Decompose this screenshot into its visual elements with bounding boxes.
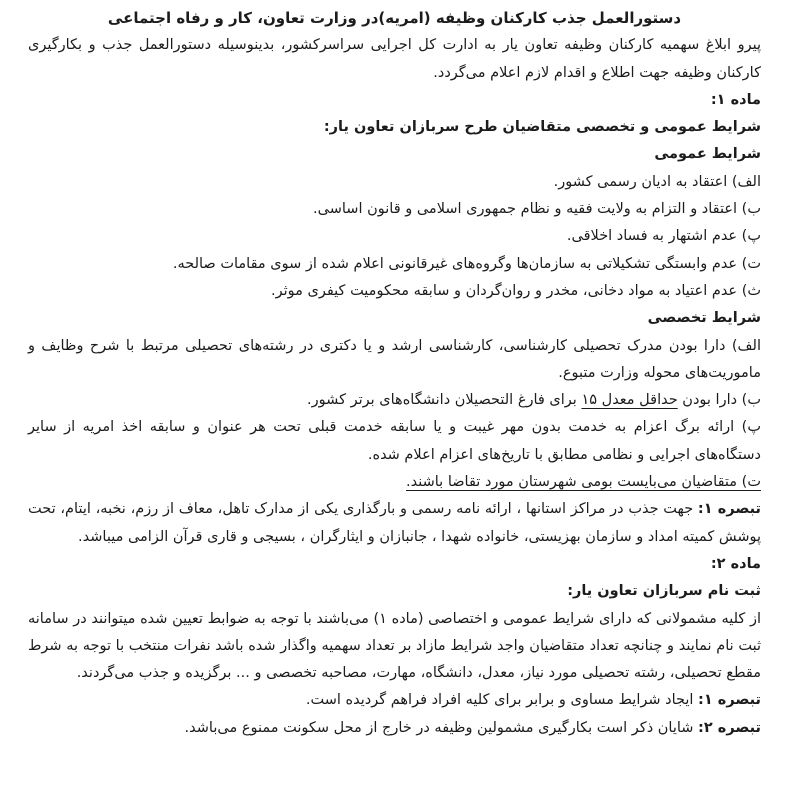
general-condition-item-se: ث) عدم اعتیاد به مواد دخانی، مخدر و روان‌گردان و سابقه محکومیت کیفری موثر. [270, 282, 761, 299]
article2-subheading: ثبت نام سربازان تعاون یار: [567, 583, 761, 600]
article2-note2-label: تبصره ۲: [698, 719, 761, 736]
special-condition-item-te [28, 469, 761, 496]
document-title: دستورالعمل جذب کارکنان وظیفه (امریه)در وزارت تعاون، کار و رفاه اجتماعی [107, 9, 682, 27]
special-condition-item-be [28, 387, 761, 414]
general-condition-item-alef: الف) اعتقاد به ادیان رسمی کشور. [553, 173, 761, 190]
special-conditions-heading: شرایط تخصصی [647, 310, 761, 327]
article1-note1-text: جهت جذب در مراکز استانها ، ارائه نامه رسمی و بارگذاری یکی از مدارک تاهل، معاف از رزم، نخبه، ایتام، تحت پوشش کمیته امداد و سازمان بهزیستی، خانواده شهدا ، جانبازان و ایثارگران ، بسیجی و قاری قرآن الزامی میباشد. [28, 501, 761, 545]
general-conditions-heading: شرایط عمومی [654, 146, 761, 163]
article1-note1 [28, 496, 761, 551]
special-condition-item-alef: الف) دارا بودن مدرک تحصیلی کارشناسی، کارشناسی ارشد و یا دکتری در رشته‌های تحصیلی مرتبط با شرح وظایف و ماموریت‌های محوله وزارت متبوع. [28, 337, 761, 381]
article2-heading: ماده ۲: [710, 555, 761, 572]
special-item-be-prefix: ب) دارا بودن [677, 392, 761, 409]
general-condition-item-te: ت) عدم وابستگی تشکیلاتی به سازمان‌ها وگروه‌های غیرقانونی اعلام شده از سوی مقامات صالحه. [172, 255, 761, 272]
article1-subheading: شرایط عمومی و تخصصی متقاضیان طرح سربازان تعاون یار: [323, 119, 761, 136]
special-item-be-underlined-text: حداقل معدل ۱۵ [581, 392, 678, 409]
article2-note2-text: شایان ذکر است بکارگیری مشمولین وظیفه در خارج از محل سکونت ممنوع می‌باشد. [184, 719, 699, 736]
general-condition-item-pe: پ) عدم اشتهار به فساد اخلاقی. [566, 228, 761, 245]
special-item-te-underlined-text: ت) متقاضیان می‌بایست بومی شهرستان مورد تقاضا باشند. [406, 474, 761, 491]
article2-note1-text: ایجاد شرایط مساوی و برابر برای کلیه افراد فراهم گردیده است. [305, 692, 699, 709]
article2-note1-label: تبصره ۱: [698, 692, 761, 709]
article2-body-paragraph: از کلیه مشمولانی که دارای شرایط عمومی و اختصاصی (ماده ۱) می‌باشند با توجه به ضوابط تعیین شده میتوانند در سامانه ثبت نام نمایند و چنانچه تعداد متقاضیان واجد شرایط مازاد بر تعداد سهمیه واگذار شده باشد نفرات منتخب با توجه به شرط مقطع تحصیلی، رشته تحصیلی مورد نیاز، معدل، دانشگاه، مهارت، مصاحبه تخصصی و ... برگزیده و جذب می‌گردند. [28, 610, 761, 682]
article2-note1 [28, 687, 761, 714]
intro-paragraph: پیرو ابلاغ سهمیه کارکنان وظیفه تعاون یار به ادارت کل اجرایی سراسرکشور، بدینوسیله دستورالعمل جذب و بکارگیری کارکنان وظیفه جهت اطلاع و اقدام لازم اعلام می‌گردد. [28, 37, 761, 81]
special-item-be-suffix: برای فارغ التحصیلان دانشگاه‌های برتر کشور. [307, 392, 582, 409]
article2-note2 [28, 715, 761, 742]
general-condition-item-be: ب) اعتقاد و التزام به ولایت فقیه و نظام جمهوری اسلامی و قانون اساسی. [313, 201, 761, 218]
article1-note1-label: تبصره ۱: [697, 501, 761, 518]
article1-heading: ماده ۱: [710, 91, 761, 108]
special-condition-item-pe: پ) ارائه برگ اعزام به خدمت بدون مهر غیبت و یا سابقه خدمت قبلی تحت هر عنوان و سابقه اخذ امریه از سایر دستگاه‌های اجرایی و نظامی مطابق با تاریخ‌های اعزام اعلام شده. [28, 419, 761, 463]
